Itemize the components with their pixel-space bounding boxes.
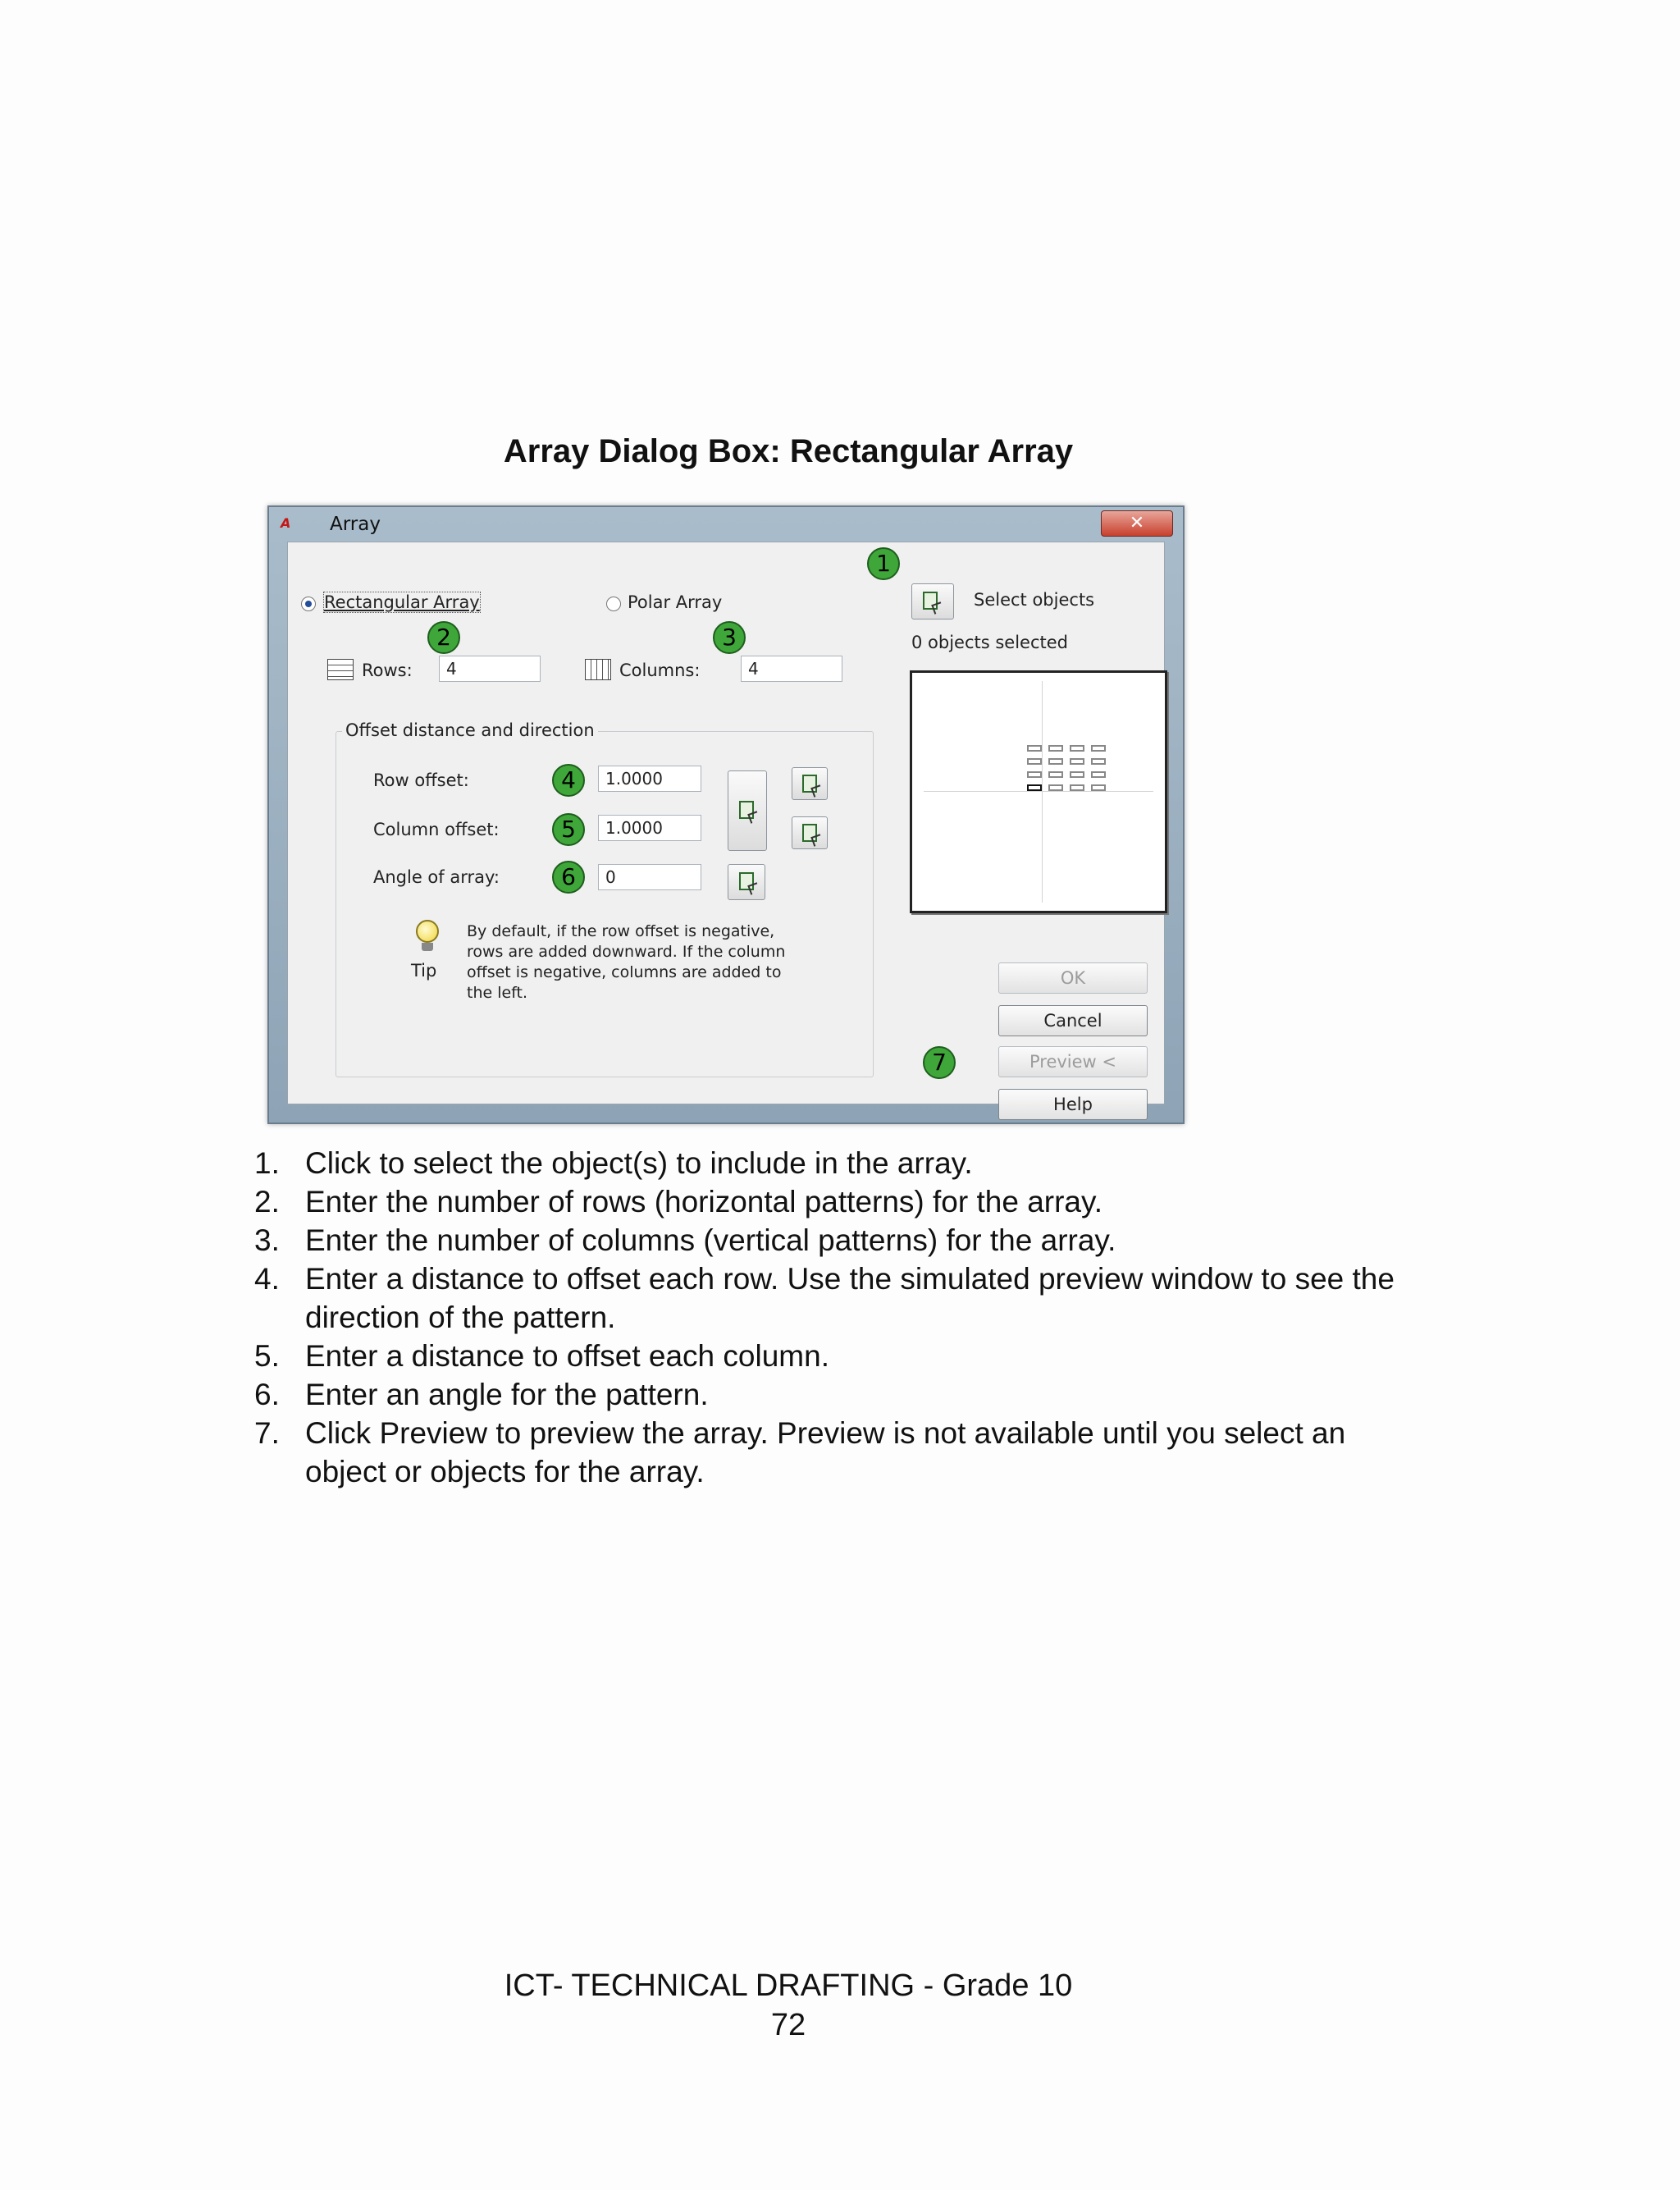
callout-3: 3 [713,621,746,654]
rectangular-array-label[interactable]: Rectangular Array [324,592,480,612]
footer-course: ICT- TECHNICAL DRAFTING - Grade 10 [504,1968,1073,2003]
callout-6: 6 [552,861,585,894]
rectangular-array-radio[interactable] [301,597,316,611]
preview-array-cell [1027,771,1042,778]
preview-array-cell [1091,745,1106,752]
preview-array-cell [1091,784,1106,791]
dialog-client [287,542,1165,1114]
callout-4: 4 [552,764,585,797]
array-preview-window [910,670,1167,913]
footer-page-number: 72 [770,2008,806,2042]
polar-array-radio[interactable] [606,597,621,611]
page-title: Array Dialog Box: Rectangular Array [503,433,1074,469]
row-offset-input[interactable]: 1.0000 [598,766,701,792]
column-offset-label: Column offset: [373,820,500,839]
preview-array-cell [1070,771,1084,778]
preview-array-cell [1027,745,1042,752]
select-objects-label[interactable]: Select objects [974,590,1095,610]
array-dialog [267,505,1185,1124]
preview-y-axis [1042,681,1043,903]
rows-label: Rows: [362,661,413,680]
ok-button[interactable]: OK [998,962,1148,994]
instruction-list [254,1144,1403,1491]
tip-label: Tip [411,961,437,981]
callout-1: 1 [867,547,900,580]
preview-array-cell [1048,758,1063,765]
rows-input[interactable]: 4 [439,656,541,682]
angle-input[interactable]: 0 [598,864,701,890]
select-objects-button[interactable] [911,583,954,620]
list-item: 4. Enter a distance to offset each row. Use the simulated preview window to see the direction of the pattern. [254,1262,1395,1334]
dialog-titlebar [269,507,1183,542]
preview-array-cell [1048,784,1063,791]
preview-array-cell [1027,758,1042,765]
preview-array-cell [1070,745,1084,752]
tip-text: By default, if the row offset is negative, rows are added downward. If the column offset is negative, columns are added to the left. [467,922,786,1002]
pick-both-offsets-button[interactable] [728,770,767,851]
list-item: 6. Enter an angle for the pattern. [254,1378,709,1411]
columns-input[interactable]: 4 [741,656,842,682]
cancel-button[interactable]: Cancel [998,1005,1148,1036]
preview-array-cell [1070,784,1084,791]
polar-array-label[interactable]: Polar Array [628,592,723,612]
dialog-title: Array [330,514,381,535]
list-item: 1. Click to select the object(s) to include in the array. [254,1146,973,1180]
row-offset-label: Row offset: [373,770,469,790]
preview-x-axis [924,791,1153,792]
preview-button[interactable]: Preview < [998,1046,1148,1077]
list-item: 2. Enter the number of rows (horizontal patterns) for the array. [254,1185,1103,1218]
offset-group-label: Offset distance and direction [342,720,598,740]
pick-angle-button[interactable] [728,864,765,900]
list-item: 5. Enter a distance to offset each column. [254,1339,829,1373]
callout-7: 7 [923,1046,956,1079]
pick-column-offset-button[interactable] [792,816,828,849]
lightbulb-icon [413,920,442,953]
objects-selected-count: 0 objects selected [911,633,1069,652]
callout-2: 2 [427,621,460,654]
preview-array-cell [1070,758,1084,765]
angle-label: Angle of array: [373,867,500,887]
help-button[interactable]: Help [998,1089,1148,1120]
rows-icon [327,659,354,680]
preview-array-cell [1091,771,1106,778]
pick-row-offset-button[interactable] [792,767,828,800]
list-item: 7. Click Preview to preview the array. Preview is not available until you select an object or objects for the array. [254,1416,1346,1488]
preview-array-cell [1048,745,1063,752]
preview-array-cell [1048,771,1063,778]
callout-5: 5 [552,813,585,846]
columns-icon [585,659,611,680]
close-button[interactable]: ✕ [1101,510,1173,537]
column-offset-input[interactable]: 1.0000 [598,815,701,841]
columns-label: Columns: [619,661,701,680]
autocad-icon: A [281,515,291,531]
preview-array-cell [1091,758,1106,765]
preview-array-cell [1027,784,1042,791]
list-item: 3. Enter the number of columns (vertical patterns) for the array. [254,1223,1116,1257]
